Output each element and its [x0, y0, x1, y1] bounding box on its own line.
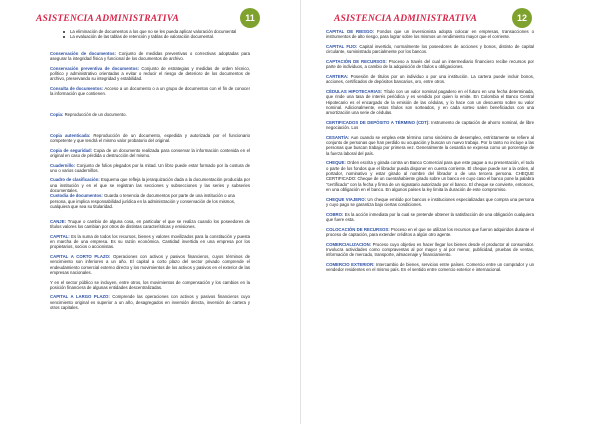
glossary-definition: Proceso cuyo objetivo es hacer llegar los bienes desde el productor al consumidor. Involucra actividades como compraventas al por mayor y al por menor, publicidad, pruebas de ventas, información de mercado, transporte, almacenaje y financiamiento.	[326, 241, 534, 258]
glossary-term: Copia autenticada:	[50, 132, 91, 138]
glossary-definition: Conjunto de medidas preventivas o correctivas adoptadas para asegurar la integridad física y funcional de los documentos de archivo.	[50, 50, 250, 61]
glossary-entry	[50, 193, 250, 209]
glossary-term: COMERCIO EXTERIOR:	[326, 261, 375, 267]
glossary-definition: Operaciones con activos y pasivos financieros, cuyos términos de vencimiento son inferiores a un año. El capital a corto plazo del sector privado comprende el endeudamiento comercial externo directo y los movimientos de los activos y pasivos en el exterior de las empresas nacionales.	[50, 253, 250, 275]
glossary-entry	[50, 177, 250, 193]
header-title: ASISTENCIA ADMINISTRATIVA	[334, 14, 478, 24]
glossary-entry	[50, 66, 250, 82]
glossary-definition: Orden escrita y girada contra un Banco Comercial para que este pague a su presentación, el todo o parte de los fondos que el librador pueda disponer en cuenta corriente. El cheque puede ser a la orden, al portador, nominativo y estar girado al nombre del librador o de una tercera persona. CHEQUE CERTIFICADO: Cheque de un cuentahabiente girado sobre un banco en cuyo caso el banco pone la palabra "certificado" con la fecha y firma de un signatario autorizado por el banco. El cheque se convierte, entonces, en una obligación en el banco. En algunos países la ley limita la duración de este compromiso.	[326, 160, 534, 192]
glossary-term: CARTERA:	[326, 73, 349, 79]
glossary-term: Conservación de documentos:	[50, 50, 116, 56]
glossary-entry	[326, 120, 534, 131]
glossary-entry	[50, 294, 250, 310]
glossary-entry	[326, 227, 534, 238]
glossary-term: COBRO:	[326, 211, 344, 217]
bullet-list	[63, 29, 250, 40]
glossary-term: COMERCIALIZACION:	[326, 241, 372, 247]
glossary-definition: Copia de un documento realizada para conservar la información contenida en el original en caso de pérdida o destrucción del mismo.	[50, 147, 250, 158]
glossary-definition: Conjunto de estrategias y medidas de orden técnico, político y administrativo orientadas a evitar o reducir el riesgo de deterioro de los documentos de archivo, preservando su integridad y estabilidad.	[50, 65, 250, 82]
glossary-definition: Es la suma de todos los recursos, bienes y valores movilizados para la constitución y puesta en marcha de una empresa. Es su razón económica. Cantidad invertida en una empresa por los propietarios, socios o accionistas.	[50, 233, 250, 250]
glossary-entry	[50, 148, 250, 159]
glossary-entry	[326, 212, 534, 223]
glossary-definition: Posesión de títulos por un individuo o por una institución. La cartera puede incluir bonos, acciones, certificados de depósitos bancarios, oro, entre otros.	[326, 73, 534, 85]
glossary-definition: Proceso a través del cual un intermediario financiero recibe recursos por parte de individuos, a cambio de la adquisición de títulos u obligaciones.	[326, 58, 534, 70]
page-body	[326, 29, 534, 277]
glossary-definition: Intercambio de bienes, servicios entre países. Comercio entre un comprador y un vendedor residentes en el mismo país. En el sentido entre comercio exterior e internacional.	[326, 261, 534, 273]
glossary-term: CERTIFICADOS DE DEPÓSITO A TÉRMINO (CDT):	[326, 119, 430, 125]
glossary-term: Consulta de documentos:	[50, 85, 104, 91]
glossary-entry	[326, 74, 534, 85]
glossary-definition: Fondos que un inversionista adopta colocar en empresas, transacciones o instrumentos de alto riesgo, para lograr sobre los mismos un rendimiento mayor que el corriente.	[326, 29, 534, 40]
glossary-entry	[50, 234, 250, 250]
glossary-entry	[326, 44, 534, 55]
glossary-term: COLOCACIÓN DE RECURSOS:	[326, 226, 390, 232]
glossary-entry	[50, 219, 250, 230]
glossary-entry	[326, 29, 534, 40]
glossary-term: CHEQUE VIAJERO:	[326, 196, 367, 202]
glossary-entry	[50, 133, 250, 144]
glossary-term: CESANTÍA:	[326, 134, 350, 140]
page-body	[50, 29, 250, 315]
glossary-definition: Truque o cambio de alguna cosa, en particular el que se realiza cuando los poseedores de títulos valores los cambian por otros de distintas características y emisiones.	[50, 218, 250, 229]
glossary-definition: Un cheque emitido por bancos e instituciones especializadas que compra una persona y cuyo pago se garantiza bajo ciertas condiciones.	[326, 196, 535, 207]
glossary-definition: Instrumento de captación de ahorro nominal, de libre negociación. Los	[326, 119, 534, 131]
glossary-entry	[326, 135, 534, 156]
glossary-definition: Guarda o tenencia de documentos por parte de una institución o una persona, que implica responsabilidad jurídica en la administración y conservación de los mismos, cualquiera que sea su titularidad.	[50, 193, 236, 209]
glossary-entry	[326, 160, 534, 192]
glossary-term: Cuadernillo:	[50, 162, 76, 168]
paragraph: Y en el sector público se incluyen, entre otros, los movimientos de compensación y los cambios en la posición financiera de algunas entidades descentralizadas.	[50, 279, 250, 290]
page-number-badge: 11	[240, 8, 260, 28]
glossary-term: Copia de seguridad:	[50, 147, 93, 153]
header-title: ASISTENCIA ADMINISTRATIVA	[36, 14, 180, 24]
bullet-item: La evaluación de las tablas de retención y tablas de valoración documental.	[63, 34, 250, 39]
glossary-definition: Título con un valor nominal pagadero en el futuro en una fecha determinada, que rinde una tasa de interés periódica y es vendido por quien lo emite. En Colombia el Banco Central Hipotecario es el encargado de la emisión de las cédulas, y lo hace con un descuento sobre su valor nominal. Adicionalmente, estos títulos son sorteados, y en cada sorteo salen beneficiados con una amortización una serie de cédulas.	[326, 88, 534, 116]
glossary-entry	[326, 197, 534, 208]
glossary-entry	[50, 112, 250, 117]
glossary-definition: Esquema que refleja la jerarquización dada a la documentación producida por una institución y en el que se registran las secciones y subsecciones y las series y subseries documentales.	[50, 177, 250, 194]
glossary-definition: Reproducción de un documento.	[63, 111, 127, 117]
bullet-item: La eliminación de documentos a los que no se les pueda aplicar valoración documental	[63, 29, 250, 34]
glossary-definition: Es la acción inmediata por la cual se pretende obtener la satisfacción de una obligación cualquiera que fuere esta.	[326, 211, 534, 222]
glossary-term: Conservación preventiva de documentos:	[50, 65, 140, 71]
glossary-entry	[50, 163, 250, 174]
glossary-term: CAPITAL FIJO:	[326, 43, 358, 49]
glossary-term: CAPITAL A CORTO PLAZO:	[50, 253, 111, 259]
glossary-term: CAPITAL:	[50, 233, 70, 239]
glossary-term: Custodia de documentos:	[50, 193, 103, 199]
glossary-term: Cuadro de clasificación:	[50, 177, 100, 183]
glossary-definition: Capital invertido, normalmente los poseedores de acciones y bonos, distinto de capital circulante, suministrado parcialmente por los bancos.	[326, 43, 534, 55]
glossary-definition: Conjunto de folios plegados por la mitad. Un libro puede estar formado por la costura de uno o varios cuadernillos.	[50, 162, 250, 173]
glossary-term: CANJE:	[50, 218, 66, 224]
glossary-entry	[326, 262, 534, 273]
glossary-entry	[50, 86, 250, 97]
right-page	[300, 0, 600, 424]
glossary-term: Copia:	[50, 111, 64, 117]
glossary-definition: Comprende las operaciones con activos y pasivos financieros cuyo vencimiento original es superior a un año, desagregados en inversión directa, inversión de cartera y otros capitales.	[50, 294, 250, 311]
glossary-definition: Proceso en el que se utilizan los recursos que fueron adquiridos durante el proceso de captación, para extender créditos a algún otro agente.	[326, 226, 534, 237]
glossary-entry	[50, 254, 250, 275]
glossary-entry	[326, 89, 534, 115]
glossary-term: CÉDULAS HIPOTECARIAS:	[326, 88, 383, 94]
glossary-term: CAPITAL A LARGO PLAZO:	[50, 294, 110, 300]
glossary-term: CAPITAL DE RIESGO:	[326, 29, 375, 34]
glossary-term: CAPTACIÓN DE RECURSOS:	[326, 58, 387, 64]
glossary-term: CHEQUE:	[326, 160, 346, 166]
glossary-entry	[50, 51, 250, 62]
glossary-definition: Acceso a un documento o a un grupo de documentos con el fin de conocer la información que contienen.	[50, 85, 250, 97]
glossary-entry	[326, 59, 534, 70]
page-number-badge: 12	[512, 8, 532, 28]
glossary-entry	[326, 242, 534, 258]
glossary-definition: Aun cuando se emplea este término como sinónimo de desempleo, estrictamente se refiere al conjunto de personas que han perdido su ocupación y buscan un nuevo trabajo. Por lo tanto no incluye a las personas que buscan trabajo por primera vez. Generalmente la cesantía se expresa como un porcentaje de la fuerza laboral del país.	[326, 134, 534, 156]
glossary-definition: Reproducción de un documento, expedida y autorizada por el funcionario competente y que tendrá el mismo valor probatorio del original.	[50, 132, 250, 143]
